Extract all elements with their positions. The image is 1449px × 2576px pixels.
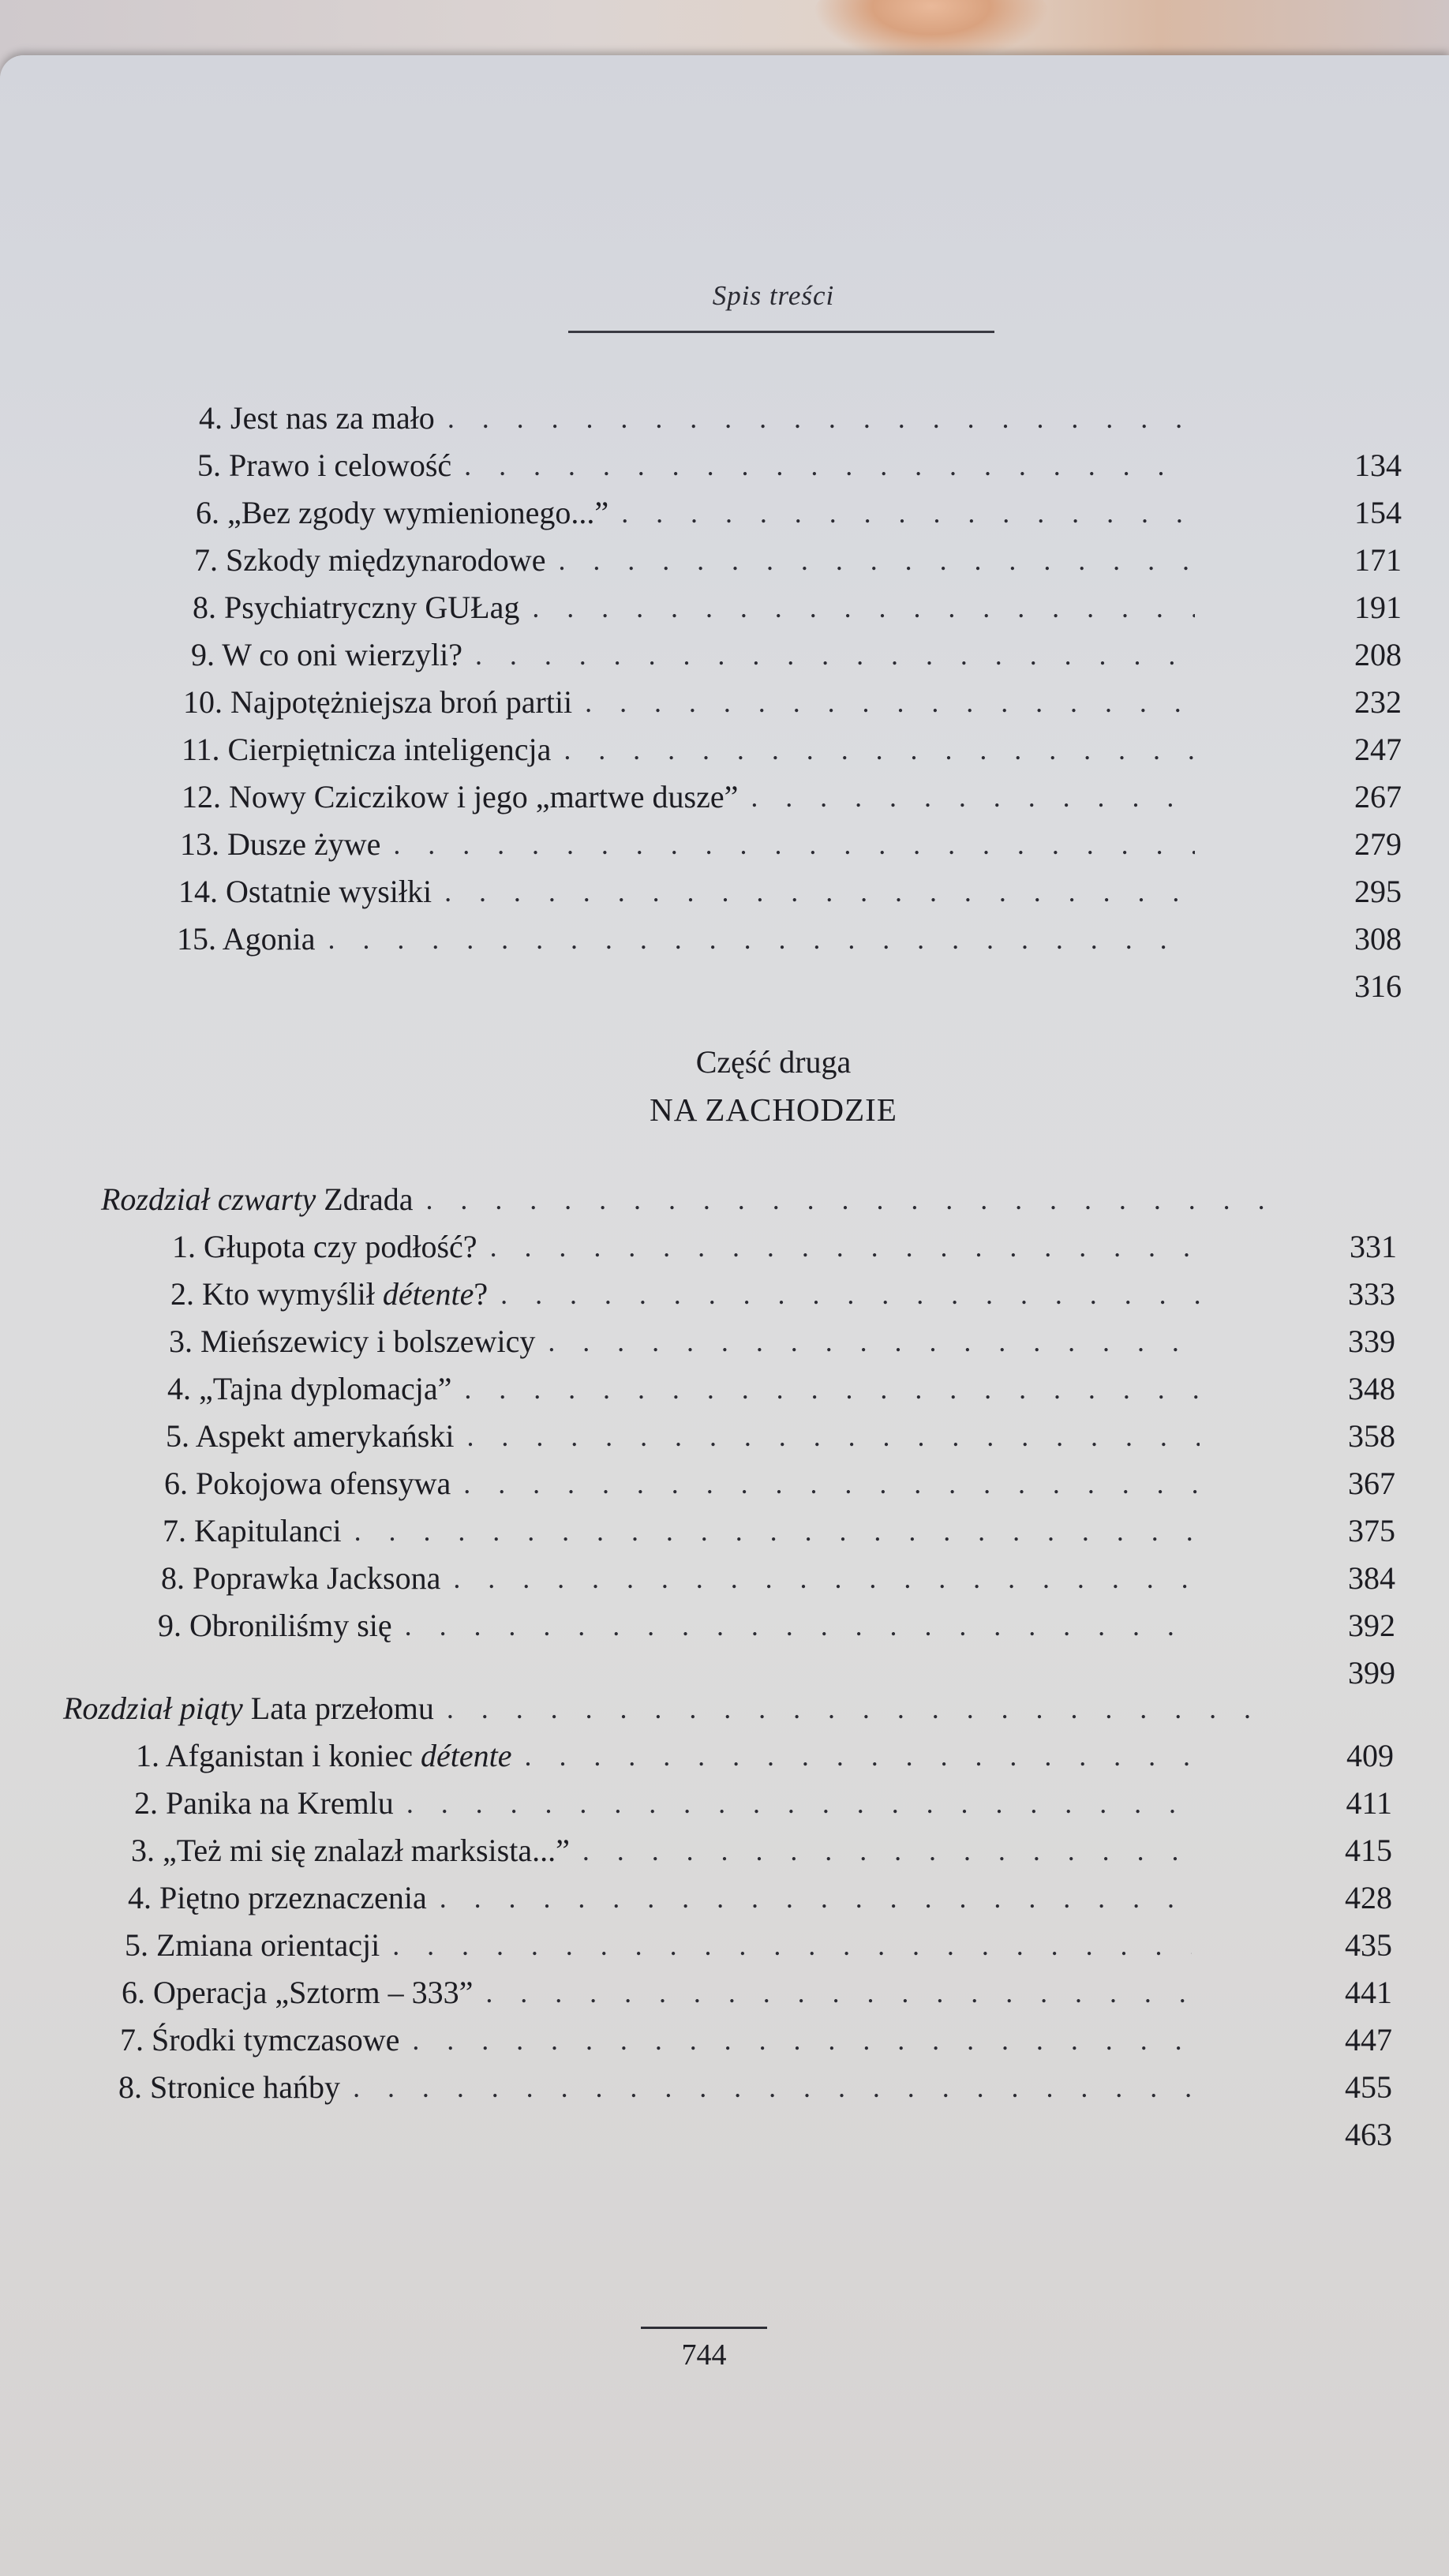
toc-page-number: 428 [1345, 1880, 1392, 1915]
toc-entry-text: 6. „Bez zgody wymienionego...” [196, 495, 609, 530]
toc-page-number: 247 [1354, 732, 1402, 767]
toc-entry [134, 1772, 1192, 1819]
toc-page-number: 333 [1348, 1276, 1395, 1312]
toc-page-number: 463 [1345, 2117, 1392, 2152]
dot-leader [447, 404, 1192, 434]
toc-entry-tail: ? [474, 1276, 489, 1312]
toc-entry [122, 1961, 1192, 2009]
dot-leader [467, 1422, 1200, 1452]
toc-entry-text: 5. Zmiana orientacji [125, 1927, 380, 1963]
part-label: Część druga [695, 1044, 852, 1080]
dot-leader [548, 1327, 1200, 1357]
toc-entry-title [120, 2024, 412, 2056]
toc-entry-title [158, 1610, 405, 1642]
toc-entry [163, 1500, 1200, 1547]
toc-page-number: 208 [1354, 637, 1402, 672]
toc-entry-title [177, 923, 328, 955]
toc-entry-title [161, 1560, 453, 1596]
toc-entry-title [183, 684, 585, 720]
toc-entry [118, 2056, 1192, 2103]
toc-page-number: 316 [1354, 968, 1402, 1004]
toc-entry-title [122, 1977, 485, 2009]
toc-page-number: 411 [1346, 1785, 1392, 1821]
toc-entry [164, 1452, 1200, 1500]
dot-leader [463, 1470, 1200, 1500]
toc-entry-text: 12. Nowy Cziczikow i jego „martwe dusze” [182, 779, 739, 814]
toc-entry-text: 5. Prawo i celowość [197, 447, 452, 483]
toc-entry-text: 9. W co oni wierzyli? [191, 637, 462, 672]
toc-entry-title [169, 1326, 548, 1357]
toc-page-number: 441 [1345, 1975, 1392, 2010]
dot-leader [475, 641, 1195, 671]
toc-page-number: 384 [1348, 1560, 1395, 1596]
toc-entry [167, 1357, 1200, 1405]
toc-entry-title [197, 447, 464, 483]
toc-page-number: 399 [1348, 1655, 1395, 1690]
toc-page-number: 154 [1354, 495, 1402, 530]
dot-leader [353, 2073, 1192, 2103]
toc-entry-title [118, 2069, 353, 2105]
toc-entry-text: 8. Poprawka Jacksona [161, 1560, 441, 1596]
toc-entry [191, 623, 1195, 671]
toc-entry-text: 3. Mieńszewicy i bolszewicy [169, 1324, 536, 1359]
toc-entry-title [63, 1690, 447, 1726]
toc-page-number: 295 [1354, 874, 1402, 909]
toc-entry-title [166, 1418, 467, 1454]
toc-entry-title [163, 1515, 354, 1547]
folio-rule [641, 2327, 767, 2329]
toc-entry [183, 671, 1195, 718]
dot-leader [464, 1375, 1200, 1405]
toc-entry-title [196, 497, 621, 529]
toc-entry-text: 10. Najpotężniejsza broń partii [183, 684, 573, 720]
toc-page-number: 435 [1345, 1927, 1392, 1963]
toc-entry-text: 4. Jest nas za mało [199, 400, 435, 436]
toc-page-number: 308 [1354, 921, 1402, 957]
toc-page-number: 171 [1354, 542, 1402, 578]
toc-entry [131, 1819, 1192, 1866]
toc-entry-text: 8. Psychiatryczny GUŁag [193, 590, 520, 625]
dot-leader [412, 2026, 1192, 2056]
toc-page-number: 191 [1354, 590, 1402, 625]
toc-entry-text: 6. Pokojowa ofensywa [164, 1466, 451, 1501]
running-head-rule [568, 331, 994, 333]
dot-leader [405, 1612, 1200, 1642]
dot-leader [440, 1884, 1192, 1914]
toc-entry-text: 7. Szkody międzynarodowe [194, 542, 546, 578]
toc-entry-title [172, 1231, 490, 1263]
toc-entry-text: 2. Panika na Kremlu [134, 1785, 394, 1821]
dot-leader [564, 736, 1195, 766]
toc-entry [161, 1547, 1200, 1594]
toc-page-number: 339 [1348, 1324, 1395, 1359]
toc-entry-title [182, 734, 564, 766]
toc-entry-text: 7. Środki tymczasowe [120, 2022, 400, 2057]
chapter-lead: Rozdział czwarty [101, 1181, 316, 1217]
toc-entry-text: 5. Aspekt amerykański [166, 1418, 455, 1454]
toc-entry-text: 4. Piętno przeznaczenia [128, 1880, 427, 1915]
dot-leader [328, 925, 1195, 955]
toc-entry [172, 1215, 1200, 1263]
toc-page-number: 279 [1354, 826, 1402, 862]
toc-entry [136, 1724, 1192, 1772]
toc-entry-title [180, 826, 393, 862]
toc-entry-text: 2. Kto wymyślił [170, 1276, 383, 1312]
toc-page-number: 358 [1348, 1418, 1395, 1454]
toc-entry-italic: détente [382, 1276, 474, 1312]
toc-page-number: 392 [1348, 1608, 1395, 1643]
dot-leader [621, 499, 1195, 529]
toc-entry-text: 11. Cierpiętnicza inteligencja [182, 732, 552, 767]
toc-entry-italic: détente [421, 1738, 512, 1773]
toc-page-number: 415 [1345, 1833, 1392, 1868]
toc-page-number: 331 [1350, 1229, 1397, 1264]
toc-entry [199, 387, 1192, 434]
toc-entry-text: 6. Operacja „Sztorm – 333” [122, 1975, 474, 2010]
toc-entry [125, 1914, 1192, 1961]
toc-entry-title [128, 1882, 440, 1914]
toc-entry-title [164, 1468, 463, 1500]
toc-entry [194, 529, 1195, 576]
toc-entry [182, 766, 1195, 813]
dot-leader [500, 1280, 1200, 1310]
dot-leader [447, 1694, 1263, 1724]
toc-entry-text: 1. Afganistan i koniec [136, 1738, 421, 1773]
toc-page-number: 367 [1348, 1466, 1395, 1501]
toc-entry [178, 860, 1195, 908]
toc-page-number: 455 [1345, 2069, 1392, 2105]
toc-entry [166, 1405, 1200, 1452]
toc-entry [193, 576, 1195, 623]
dot-leader [406, 1789, 1192, 1819]
page-number-folio: 744 [681, 2338, 727, 2372]
chapter-heading [101, 1168, 1285, 1215]
running-head: Spis treści [712, 280, 835, 311]
toc-entry-title [193, 592, 532, 623]
toc-entry-text: 1. Głupota czy podłość? [172, 1229, 477, 1264]
toc-entry-title [131, 1835, 582, 1866]
toc-entry-title [125, 1927, 392, 1963]
dot-leader [485, 1979, 1192, 2009]
chapter-lead: Rozdział piąty [63, 1690, 243, 1726]
dot-leader [525, 1742, 1192, 1772]
dot-leader [453, 1564, 1200, 1594]
toc-entry-title [199, 402, 447, 434]
toc-entry-text: Lata przełomu [250, 1690, 434, 1726]
chapter-heading [63, 1677, 1263, 1724]
toc-entry-title [170, 1276, 500, 1312]
part-title: NA ZACHODZIE [650, 1091, 897, 1128]
toc-entry [182, 718, 1195, 766]
dot-leader [392, 1931, 1192, 1961]
toc-entry-text: 9. Obroniliśmy się [158, 1608, 392, 1643]
toc-entry-title [191, 639, 475, 671]
toc-entry [170, 1263, 1200, 1310]
toc-entry-title [136, 1740, 525, 1772]
toc-page-number: 134 [1354, 447, 1402, 483]
toc-entry [158, 1594, 1200, 1642]
dot-leader [444, 878, 1195, 908]
dot-leader [426, 1185, 1286, 1215]
toc-entry-text: 15. Agonia [177, 921, 316, 957]
dot-leader [490, 1233, 1200, 1263]
toc-entry [197, 434, 1193, 481]
toc-entry [177, 908, 1195, 955]
toc-entry-title [134, 1785, 406, 1821]
toc-page-number: 447 [1345, 2022, 1392, 2057]
toc-page-number: 232 [1354, 684, 1402, 720]
toc-entry-text: Zdrada [324, 1181, 414, 1217]
toc-entry-text: 13. Dusze żywe [180, 826, 381, 862]
dot-leader [393, 830, 1195, 860]
toc-entry-text: 8. Stronice hańby [118, 2069, 341, 2105]
dot-leader [354, 1517, 1200, 1547]
dot-leader [558, 546, 1195, 576]
toc-entry [120, 2009, 1192, 2056]
toc-entry-text: 7. Kapitulanci [163, 1513, 342, 1548]
toc-entry [169, 1310, 1200, 1357]
toc-entry-text: 14. Ostatnie wysiłki [178, 874, 432, 909]
toc-entry-title [182, 781, 751, 813]
toc-page-number: 267 [1354, 779, 1402, 814]
dot-leader [751, 783, 1195, 813]
toc-entry [196, 481, 1195, 529]
toc-page-number: 348 [1348, 1371, 1395, 1406]
toc-entry-title [194, 542, 558, 578]
toc-entry [180, 813, 1195, 860]
dot-leader [582, 1837, 1192, 1866]
toc-page-number: 409 [1346, 1738, 1394, 1773]
toc-entry-title [178, 876, 444, 908]
toc-entry-text: 4. „Tajna dyplomacja” [167, 1371, 452, 1406]
dot-leader [532, 593, 1195, 623]
dot-leader [464, 451, 1193, 481]
dot-leader [585, 688, 1195, 718]
toc-entry-title [101, 1181, 426, 1217]
toc-entry [128, 1866, 1192, 1914]
toc-entry-text: 3. „Też mi się znalazł marksista...” [131, 1833, 570, 1868]
toc-entry-title [167, 1373, 464, 1405]
toc-page-number: 375 [1348, 1513, 1395, 1548]
